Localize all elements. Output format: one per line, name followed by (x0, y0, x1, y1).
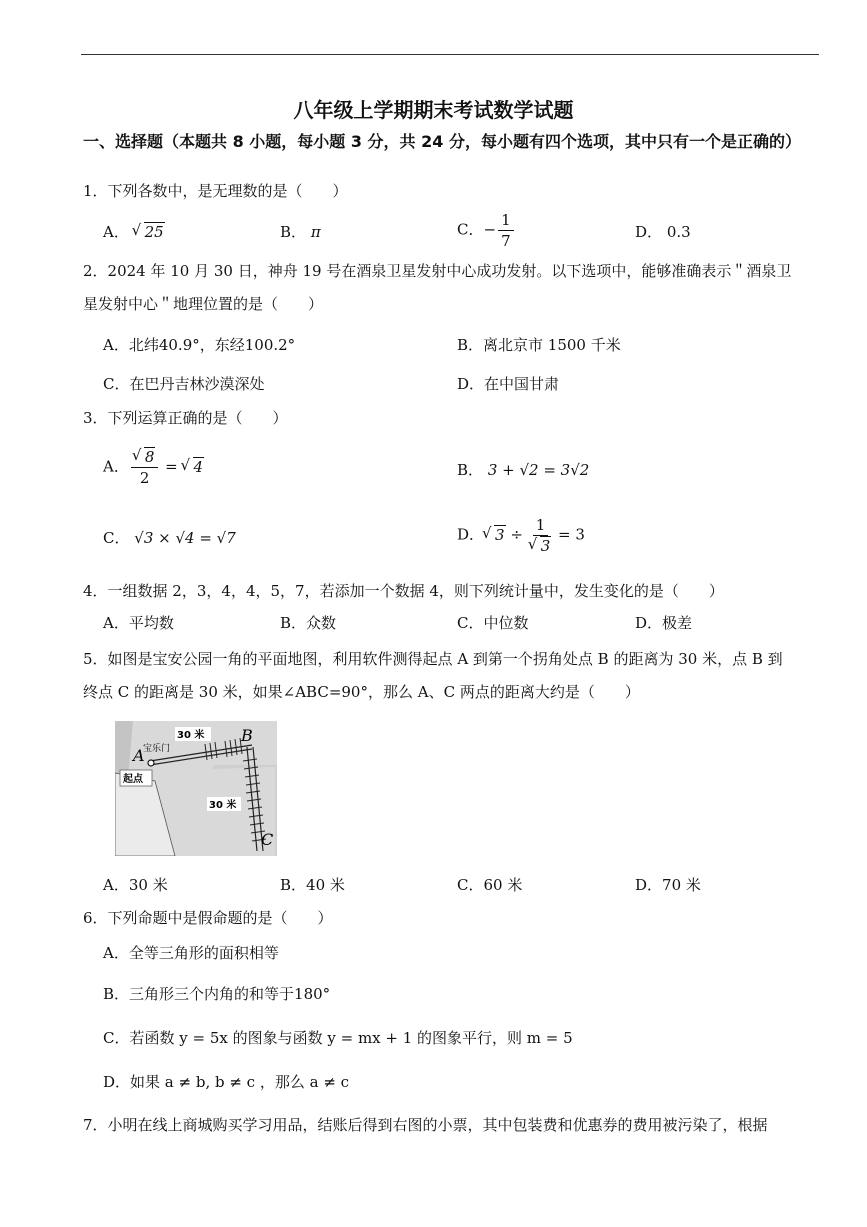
distance-label-ab: 30 米 (177, 730, 205, 741)
q3-option-c[interactable] (103, 526, 236, 550)
question-1-stem: 1．下列各数中，是无理数的是（ ） (83, 182, 348, 200)
question-7-stem: 7．小明在线上商城购买学习用品，结账后得到右图的小票，其中包装费和优惠券的费用被污染了，根据 (83, 1116, 768, 1134)
question-4-stem: 4．一组数据 2，3，4，4，5，7，若添加一个数据 4，则下列统计量中，发生变化的是（ ） (83, 582, 724, 600)
q5-option-c[interactable]: C．60 米 (457, 876, 523, 894)
sqrt-expression: √ 25 (134, 220, 165, 244)
fraction: $\frac{1}{7}$ (498, 210, 514, 251)
point-a-marker (148, 760, 154, 766)
question-6-stem: 6．下列命题中是假命题的是（ ） (83, 909, 333, 927)
q5-option-b[interactable]: B．40 米 (280, 876, 345, 894)
question-5-stem-line2: 终点 C 的距离是 30 米，如果∠ABC=90°，那么 A、C 两点的距离大约是（ ） (83, 683, 640, 701)
q1-option-d[interactable] (635, 220, 691, 244)
page-title: 八年级上学期期末考试数学试题 (293, 98, 574, 122)
q3-option-a[interactable]: A． √ $\frac{8}{2}$ = √ 4 (103, 447, 204, 488)
q6-option-c[interactable]: C．若函数 y = 5x 的图象与函数 y = mx + 1 的图象平行，则 m = 5 (103, 1029, 573, 1047)
question-5-stem-line1: 5．如图是宝安公园一角的平面地图，利用软件测得起点 A 到第一个拐角处点 B 的距离为 30 米，点 B 到 (83, 650, 783, 668)
fraction: √ $\frac{8}{2}$ (131, 447, 159, 488)
option-label: C． (103, 529, 130, 547)
option-value: π (310, 223, 321, 241)
label-point-b: B (241, 726, 253, 745)
q5-option-a[interactable]: A．30 米 (103, 876, 168, 894)
option-label: A． (103, 457, 129, 476)
fraction: 1 √ 3 (530, 515, 552, 556)
option-label: B． (280, 223, 307, 241)
park-map-figure (115, 721, 277, 856)
q1-option-a[interactable] (103, 220, 165, 244)
q2-option-a[interactable]: A．北纬40.9°，东经100.2° (103, 336, 296, 354)
distance-label-bc: 30 米 (209, 800, 237, 811)
q4-option-a[interactable]: A．平均数 (103, 614, 174, 632)
option-label: B． (457, 461, 484, 479)
label-point-a: A (133, 746, 145, 765)
q1-option-c[interactable]: C．− $\frac{1}{7}$ (457, 210, 516, 251)
q6-option-b[interactable]: B．三角形三个内角的和等于180° (103, 985, 331, 1003)
label-start: 起点 (123, 774, 143, 785)
q6-option-a[interactable]: A．全等三角形的面积相等 (103, 944, 279, 962)
q3-option-b[interactable] (457, 458, 589, 482)
question-2-stem-line1: 2．2024 年 10 月 30 日，神舟 19 号在酒泉卫星发射中心成功发射。以下选项中，能够准确表示＂酒泉卫 (83, 262, 792, 280)
q2-option-b[interactable]: B．离北京市 1500 千米 (457, 336, 621, 354)
expression: 3 + √2 = 3√2 (487, 461, 590, 479)
option-label: A． (103, 223, 129, 241)
q6-option-d[interactable]: D．如果 a ≠ b, b ≠ c ，那么 a ≠ c (103, 1073, 350, 1091)
label-point-c: C (261, 830, 274, 849)
q4-option-c[interactable]: C．中位数 (457, 614, 529, 632)
option-label: D． (635, 223, 663, 241)
q4-option-d[interactable]: D．极差 (635, 614, 693, 632)
q2-option-c[interactable]: C．在巴丹吉林沙漠深处 (103, 375, 265, 393)
question-2-stem-line2: 星发射中心＂地理位置的是（ ） (83, 295, 324, 313)
header-rule (81, 54, 819, 55)
q3-option-d[interactable]: D．√ 3 ÷ 1 √ 3 = 3 (457, 515, 585, 556)
option-label: D． (457, 525, 485, 544)
expression: √3 × √4 = √7 (134, 529, 236, 547)
q1-option-b[interactable] (280, 220, 321, 244)
label-gate: 宝乐门 (143, 744, 171, 754)
option-label: C． (457, 220, 484, 239)
q4-option-b[interactable]: B．众数 (280, 614, 337, 632)
section-heading: 一、选择题（本题共 8 小题，每小题 3 分，共 24 分，每小题有四个选项，其中只有一个是正确的） (83, 132, 801, 151)
q5-option-d[interactable]: D．70 米 (635, 876, 701, 894)
option-value: 0.3 (666, 223, 691, 241)
q2-option-d[interactable]: D．在中国甘肃 (457, 375, 560, 393)
question-3-stem: 3．下列运算正确的是（ ） (83, 409, 288, 427)
